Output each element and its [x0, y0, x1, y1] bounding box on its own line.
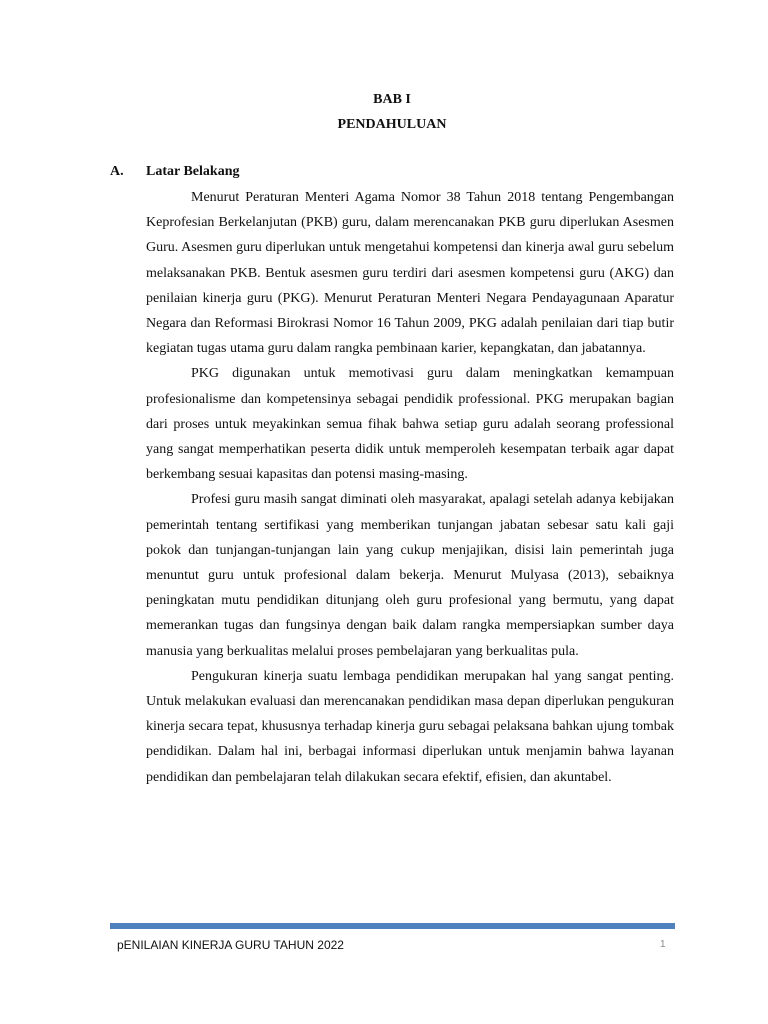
section-number: A. [110, 164, 124, 179]
page-number: 1 [660, 939, 666, 950]
chapter-number: BAB I [373, 92, 411, 107]
section-title: Latar Belakang [146, 164, 240, 179]
footer-title: pENILAIAN KINERJA GURU TAHUN 2022 [117, 938, 344, 952]
chapter-title: PENDAHULUAN [337, 117, 447, 132]
paragraph: Profesi guru masih sangat diminati oleh masyarakat, apalagi setelah adanya kebijakan pemerintah tentang sertifikasi yang memberikan tunjangan jabatan sebesar satu kali gaji pokok dan tunjangan-tunjangan lain yang cukup menjajikan, disisi lain pemerintah juga menuntut guru untuk profesional dalam bekerja. Menurut Mulyasa (2013), sebaiknya peningkatan mutu pendidikan ditunjang oleh guru profesional yang bermutu, yang dapat memerankan tugas dan fungsinya dengan baik dalam rangka mempersiapkan sumber daya manusia yang berkualitas melalui proses pembelajaran yang berkualitas pula. [146, 492, 674, 659]
paragraph: Menurut Peraturan Menteri Agama Nomor 38 Tahun 2018 tentang Pengembangan Keprofesian Berkelanjutan (PKB) guru, dalam merencanakan PKB guru diperlukan Asesmen Guru. Asesmen guru diperlukan untuk mengetahui kompetensi dan kinerja awal guru sebelum melaksanakan PKB. Bentuk asesmen guru terdiri dari asesmen kompetensi guru (AKG) dan penilaian kinerja guru (PKG). Menurut Peraturan Menteri Negara Pendayagunaan Aparatur Negara dan Reformasi Birokrasi Nomor 16 Tahun 2009, PKG adalah penilaian dari tiap butir kegiatan tugas utama guru dalam rangka pembinaan karier, kepangkatan, dan jabatannya. [146, 190, 674, 357]
chapter-heading [0, 87, 768, 137]
paragraph: PKG digunakan untuk memotivasi guru dalam meningkatkan kemampuan profesionalisme dan kompetensinya sebagai pendidik professional. PKG merupakan bagian dari proses untuk meyakinkan semua fihak bahwa setiap guru adalah seorang professional yang sangat memperhatikan peserta didik untuk memperoleh kesempatan terbaik agar dapat berkembang sesuai kapasitas dan potensi masing-masing. [146, 366, 674, 483]
paragraph: Pengukuran kinerja suatu lembaga pendidikan merupakan hal yang sangat penting. Untuk melakukan evaluasi dan merencanakan pendidikan masa depan diperlukan pengukuran kinerja secara tepat, khususnya terhadap kinerja guru sebagai pelaksana bahkan ujung tombak pendidikan. Dalam hal ini, berbagai informasi diperlukan untuk menjamin bahwa layanan pendidikan dan pembelajaran telah dilakukan secara efektif, efisien, dan akuntabel. [146, 668, 674, 785]
footer-divider-bar [110, 923, 675, 929]
section-body [146, 185, 674, 790]
